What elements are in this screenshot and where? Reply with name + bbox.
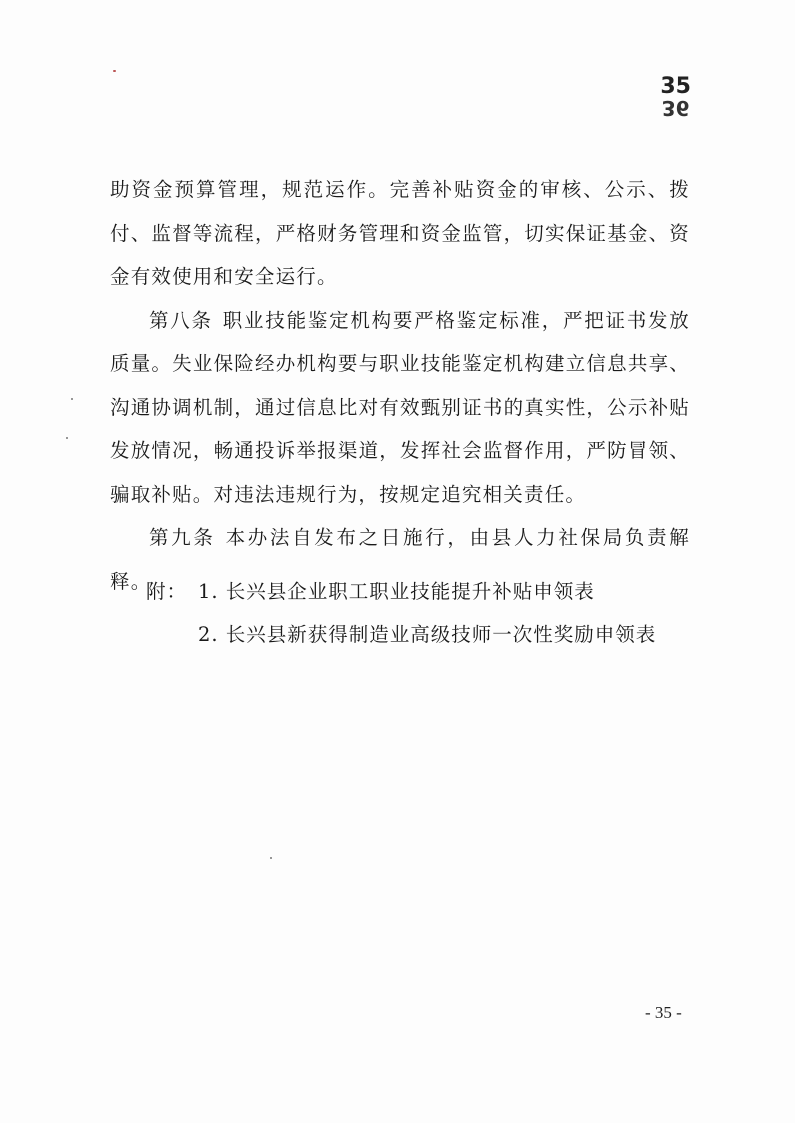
scan-dot [270,857,272,859]
paragraph-fund-management: 助资金预算管理，规范运作。完善补贴资金的审核、公示、拨付、监督等流程，严格财务管理和资金监管，切实保证基金、资金有效使用和安全运行。 [110,178,690,288]
page-number-stamp [660,76,691,118]
article-8-heading: 第八条 [149,308,213,332]
scan-dot [71,398,73,400]
attachment-item [146,613,656,656]
ink-speck [113,70,116,72]
stamp-bottom-number: 36 [661,96,690,120]
attachment-item-1: 1. 长兴县企业职工职业技能提升补贴申领表 [198,580,595,603]
document-body [110,168,690,603]
article-9-heading: 第九条 [149,526,216,549]
attachments-label: 附： [146,580,188,603]
scan-dot [66,437,68,439]
article-8-text: 职业技能鉴定机构要严格鉴定标准，严把证书发放质量。失业保险经办机构要与职业技能鉴定机构建立信息共享、沟通协调机制，通过信息比对有效甄别证书的真实性，公示补贴发放情况，畅通投诉举报渠道，发挥社会监督作用，严防冒领、骗取补贴。对违法违规行为，按规定追究相关责任。 [110,308,690,506]
article-9-text: 本办法自发布之日施行，由县人力社保局负责解释。 [110,526,690,593]
stamp-top-number: 35 [660,74,691,99]
attachments-list [146,570,656,656]
attachment-item [146,570,656,613]
attachment-item-2: 2. 长兴县新获得制造业高级技师一次性奖励申领表 [198,623,657,646]
paragraph-article-8 [110,299,690,517]
page-number-footer: - 35 - [645,1003,682,1022]
